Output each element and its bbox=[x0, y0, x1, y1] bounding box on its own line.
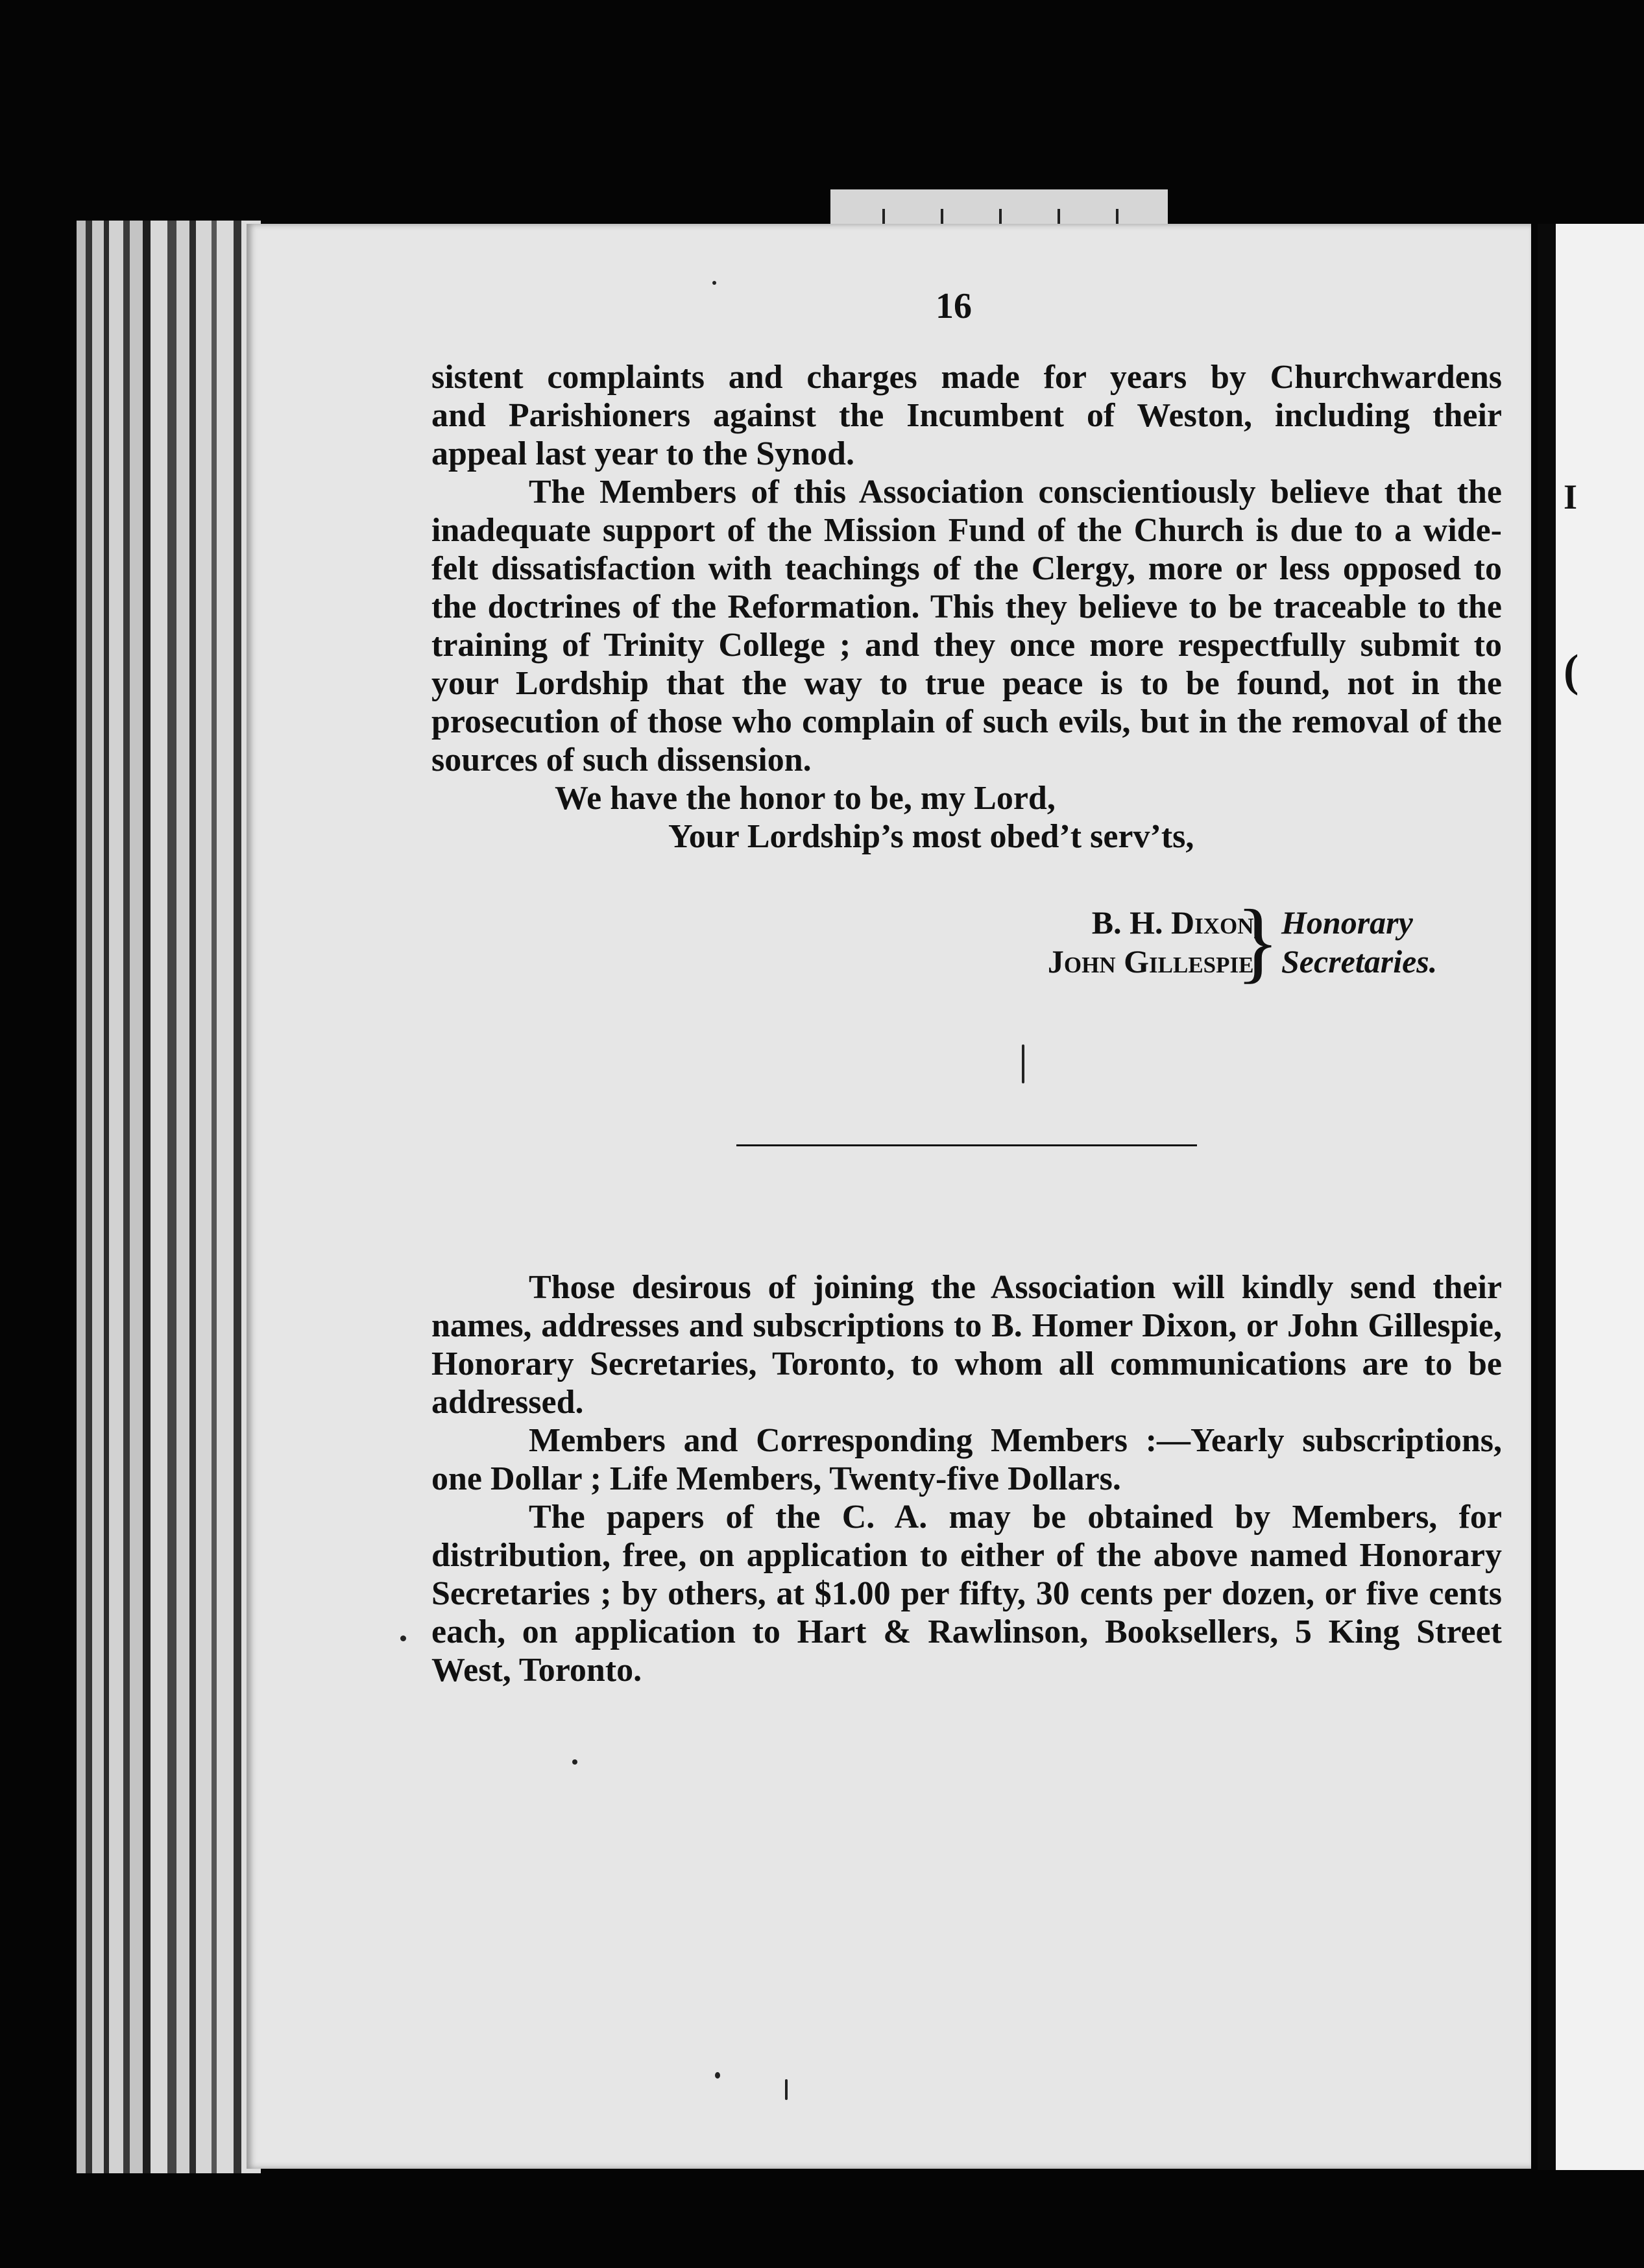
section-divider bbox=[736, 1144, 1197, 1146]
ink-speck bbox=[572, 1759, 577, 1765]
letter-line: and Parishioners against the Incumbent of Weston, including their bbox=[431, 397, 1502, 434]
letter-body bbox=[431, 358, 1502, 856]
brace-mark: } bbox=[1236, 891, 1280, 992]
book-spine bbox=[1538, 224, 1556, 2170]
ink-speck bbox=[785, 2079, 788, 2100]
page-number: 16 bbox=[936, 286, 972, 326]
ink-speck bbox=[712, 281, 716, 285]
letter-line: appeal last year to the Synod. bbox=[431, 435, 854, 472]
ink-speck bbox=[715, 2072, 720, 2079]
notice-papers: The papers of the C. A. may be obtained by Members, for distribution, free, on application to either of the above named Honorary Secretaries ; by others, at $1.00 per fifty, 30 cents per dozen, or five cents each, on application to Hart & Rawlinson, Booksellers, 5 King Street West, Toronto. bbox=[431, 1499, 1502, 1689]
letter-salutation: We have the honor to be, my Lord, bbox=[555, 780, 1056, 817]
letter-paragraph: The Members of this Association conscientiously believe that the inadequate support of the Mission Fund of the Church is due to a wide-felt dissatisfaction with teachings of the Clergy, more or less opposed to the doctrines of the Reformation. This they believe to be traceable to the training of Trinity College ; and they once more respectfully submit to your Lordship that the way to true peace is to be found, not in the prosecution of those who complain of such evils, but in the removal of the sources of such dissension. bbox=[431, 474, 1502, 778]
ink-speck bbox=[400, 1635, 406, 1641]
letter-line: sistent complaints and charges made for years by Churchwardens bbox=[431, 359, 1502, 396]
notice-members: Members and Corresponding Members :—Yearly subscriptions, one Dollar ; Life Members, Twenty-five Dollars. bbox=[431, 1422, 1502, 1497]
page-tabs bbox=[830, 189, 1168, 227]
ink-speck bbox=[1022, 1044, 1024, 1083]
facing-page: I ( bbox=[1538, 224, 1644, 2170]
signatory-title-line: Honorary bbox=[1281, 904, 1413, 941]
notice-join: Those desirous of joining the Association will kindly send their names, addresses and subscriptions to B. Homer Dixon, or John Gillespie, Honorary Secretaries, Toronto, to whom all communications are to be addressed. bbox=[431, 1269, 1502, 1421]
signatory-gillespie: John Gillespie, bbox=[1047, 943, 1262, 980]
signatory-names bbox=[976, 903, 1262, 981]
letter-closing: Your Lordship’s most obed’t serv’ts, bbox=[668, 818, 1194, 855]
signatory-title-line: Secretaries. bbox=[1281, 943, 1438, 980]
notice-body bbox=[431, 1268, 1502, 1689]
signatory-dixon: B. H. Dixon, bbox=[1091, 904, 1262, 941]
signatory-title bbox=[1281, 903, 1437, 981]
